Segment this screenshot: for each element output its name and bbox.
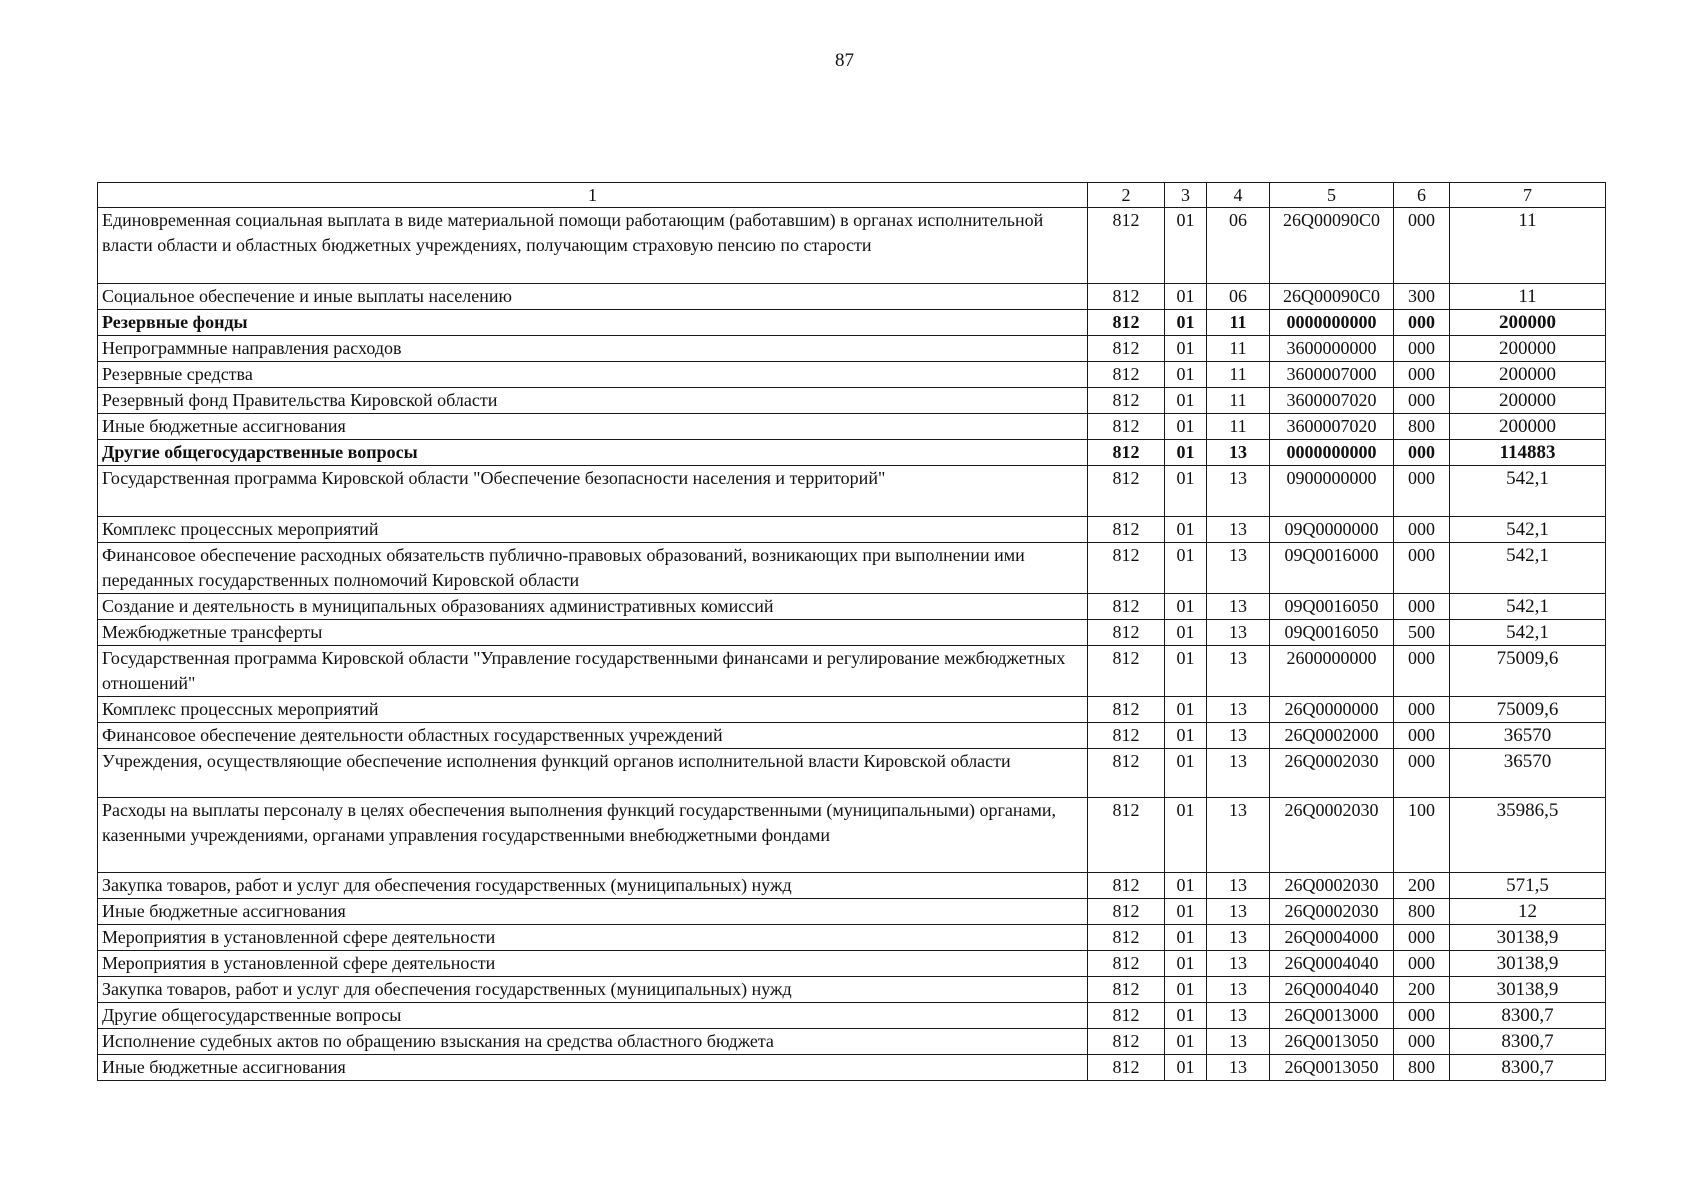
row-amount: 30138,9 xyxy=(1450,951,1606,977)
row-code-3: 01 xyxy=(1165,697,1207,723)
table-row xyxy=(98,310,1606,336)
row-code-5: 26Q0004000 xyxy=(1270,925,1394,951)
column-header-4: 4 xyxy=(1207,183,1270,208)
row-amount: 542,1 xyxy=(1450,543,1606,594)
page-number: 87 xyxy=(835,50,854,71)
row-code-4: 13 xyxy=(1207,620,1270,646)
row-code-4: 11 xyxy=(1207,362,1270,388)
row-code-3: 01 xyxy=(1165,1029,1207,1055)
row-code-5: 26Q0002000 xyxy=(1270,723,1394,749)
table-row xyxy=(98,646,1606,697)
row-code-2: 812 xyxy=(1088,749,1165,798)
row-code-2: 812 xyxy=(1088,697,1165,723)
row-code-5: 3600007000 xyxy=(1270,362,1394,388)
row-amount: 200000 xyxy=(1450,362,1606,388)
table-row xyxy=(98,336,1606,362)
row-amount: 12 xyxy=(1450,899,1606,925)
row-name: Иные бюджетные ассигнования xyxy=(98,1055,1088,1081)
row-code-6: 800 xyxy=(1394,1055,1450,1081)
table-row xyxy=(98,414,1606,440)
row-amount: 11 xyxy=(1450,284,1606,310)
row-code-5: 26Q0002030 xyxy=(1270,873,1394,899)
row-code-4: 11 xyxy=(1207,414,1270,440)
row-code-4: 13 xyxy=(1207,723,1270,749)
row-name: Закупка товаров, работ и услуг для обеспечения государственных (муниципальных) нужд xyxy=(98,977,1088,1003)
row-code-5: 09Q0016050 xyxy=(1270,620,1394,646)
row-amount: 200000 xyxy=(1450,310,1606,336)
row-code-6: 800 xyxy=(1394,899,1450,925)
row-code-4: 13 xyxy=(1207,440,1270,466)
row-code-6: 200 xyxy=(1394,873,1450,899)
row-amount: 35986,5 xyxy=(1450,798,1606,873)
row-code-4: 13 xyxy=(1207,798,1270,873)
row-code-3: 01 xyxy=(1165,798,1207,873)
table-row xyxy=(98,208,1606,284)
row-code-6: 000 xyxy=(1394,336,1450,362)
row-code-2: 812 xyxy=(1088,310,1165,336)
row-amount: 75009,6 xyxy=(1450,697,1606,723)
row-code-2: 812 xyxy=(1088,517,1165,543)
table-header-row xyxy=(98,183,1606,208)
row-code-4: 11 xyxy=(1207,310,1270,336)
row-code-5: 3600000000 xyxy=(1270,336,1394,362)
row-amount: 200000 xyxy=(1450,414,1606,440)
row-code-2: 812 xyxy=(1088,336,1165,362)
row-code-4: 06 xyxy=(1207,208,1270,284)
row-code-3: 01 xyxy=(1165,388,1207,414)
row-name: Комплекс процессных мероприятий xyxy=(98,517,1088,543)
row-code-5: 3600007020 xyxy=(1270,414,1394,440)
row-code-5: 3600007020 xyxy=(1270,388,1394,414)
row-code-2: 812 xyxy=(1088,798,1165,873)
table-row xyxy=(98,362,1606,388)
row-code-6: 800 xyxy=(1394,414,1450,440)
row-code-5: 26Q0002030 xyxy=(1270,749,1394,798)
row-code-4: 13 xyxy=(1207,925,1270,951)
column-header-1: 1 xyxy=(98,183,1088,208)
table-row xyxy=(98,723,1606,749)
row-name: Финансовое обеспечение деятельности областных государственных учреждений xyxy=(98,723,1088,749)
row-code-3: 01 xyxy=(1165,362,1207,388)
row-code-4: 13 xyxy=(1207,899,1270,925)
table-row xyxy=(98,620,1606,646)
row-code-3: 01 xyxy=(1165,336,1207,362)
table-row xyxy=(98,873,1606,899)
table-row xyxy=(98,284,1606,310)
table-row xyxy=(98,594,1606,620)
row-code-6: 000 xyxy=(1394,1003,1450,1029)
row-code-6: 500 xyxy=(1394,620,1450,646)
row-code-2: 812 xyxy=(1088,723,1165,749)
row-code-3: 01 xyxy=(1165,414,1207,440)
row-amount: 200000 xyxy=(1450,336,1606,362)
row-code-6: 200 xyxy=(1394,977,1450,1003)
row-name: Резервные фонды xyxy=(98,310,1088,336)
row-amount: 542,1 xyxy=(1450,466,1606,517)
table-row xyxy=(98,440,1606,466)
row-code-2: 812 xyxy=(1088,899,1165,925)
column-header-5: 5 xyxy=(1270,183,1394,208)
row-name: Резервные средства xyxy=(98,362,1088,388)
row-code-2: 812 xyxy=(1088,1003,1165,1029)
row-code-2: 812 xyxy=(1088,543,1165,594)
row-code-2: 812 xyxy=(1088,440,1165,466)
row-code-3: 01 xyxy=(1165,620,1207,646)
row-code-6: 000 xyxy=(1394,925,1450,951)
row-code-3: 01 xyxy=(1165,723,1207,749)
column-header-6: 6 xyxy=(1394,183,1450,208)
row-code-5: 2600000000 xyxy=(1270,646,1394,697)
row-name: Единовременная социальная выплата в виде материальной помощи работающим (работавшим) в органах исполнительной власти области и областных бюджетных учреждениях, получающим страховую пенсию по старости xyxy=(98,208,1088,284)
row-amount: 75009,6 xyxy=(1450,646,1606,697)
row-code-4: 11 xyxy=(1207,388,1270,414)
row-code-6: 000 xyxy=(1394,543,1450,594)
table-row xyxy=(98,388,1606,414)
row-name: Расходы на выплаты персоналу в целях обеспечения выполнения функций государственными (муниципальными) органами, казенными учреждениями, органами управления государственными внебюджетными фондами xyxy=(98,798,1088,873)
table-row xyxy=(98,517,1606,543)
row-name: Государственная программа Кировской области "Управление государственными финансами и регулирование межбюджетных отношений" xyxy=(98,646,1088,697)
row-code-4: 11 xyxy=(1207,336,1270,362)
row-code-5: 0000000000 xyxy=(1270,310,1394,336)
row-code-3: 01 xyxy=(1165,594,1207,620)
row-name: Социальное обеспечение и иные выплаты населению xyxy=(98,284,1088,310)
row-name: Финансовое обеспечение расходных обязательств публично-правовых образований, возникающих при выполнении ими переданных государственных полномочий Кировской области xyxy=(98,543,1088,594)
column-header-2: 2 xyxy=(1088,183,1165,208)
row-name: Другие общегосударственные вопросы xyxy=(98,1003,1088,1029)
table-row xyxy=(98,1003,1606,1029)
row-code-6: 000 xyxy=(1394,951,1450,977)
table-row xyxy=(98,1055,1606,1081)
row-code-2: 812 xyxy=(1088,1055,1165,1081)
table-row xyxy=(98,1029,1606,1055)
row-name: Мероприятия в установленной сфере деятельности xyxy=(98,925,1088,951)
row-code-2: 812 xyxy=(1088,925,1165,951)
row-amount: 36570 xyxy=(1450,749,1606,798)
row-code-3: 01 xyxy=(1165,899,1207,925)
row-amount: 8300,7 xyxy=(1450,1029,1606,1055)
row-code-3: 01 xyxy=(1165,749,1207,798)
row-code-4: 13 xyxy=(1207,646,1270,697)
row-name: Иные бюджетные ассигнования xyxy=(98,899,1088,925)
row-code-3: 01 xyxy=(1165,440,1207,466)
row-code-6: 000 xyxy=(1394,697,1450,723)
row-code-4: 13 xyxy=(1207,543,1270,594)
row-code-5: 26Q0002030 xyxy=(1270,798,1394,873)
row-code-4: 06 xyxy=(1207,284,1270,310)
row-code-3: 01 xyxy=(1165,543,1207,594)
row-name: Иные бюджетные ассигнования xyxy=(98,414,1088,440)
row-code-5: 0000000000 xyxy=(1270,440,1394,466)
row-code-6: 000 xyxy=(1394,362,1450,388)
row-code-4: 13 xyxy=(1207,466,1270,517)
row-code-2: 812 xyxy=(1088,362,1165,388)
table-row xyxy=(98,466,1606,517)
row-code-3: 01 xyxy=(1165,951,1207,977)
row-code-3: 01 xyxy=(1165,925,1207,951)
row-code-3: 01 xyxy=(1165,517,1207,543)
row-name: Резервный фонд Правительства Кировской области xyxy=(98,388,1088,414)
table-row xyxy=(98,543,1606,594)
row-code-5: 26Q0000000 xyxy=(1270,697,1394,723)
row-code-5: 26Q0013050 xyxy=(1270,1055,1394,1081)
row-code-4: 13 xyxy=(1207,517,1270,543)
row-code-3: 01 xyxy=(1165,1055,1207,1081)
row-code-6: 000 xyxy=(1394,208,1450,284)
row-code-4: 13 xyxy=(1207,873,1270,899)
row-code-2: 812 xyxy=(1088,414,1165,440)
row-name: Учреждения, осуществляющие обеспечение исполнения функций органов исполнительной власти Кировской области xyxy=(98,749,1088,798)
row-amount: 571,5 xyxy=(1450,873,1606,899)
table-row xyxy=(98,899,1606,925)
row-code-5: 09Q0016000 xyxy=(1270,543,1394,594)
table-row xyxy=(98,798,1606,873)
row-code-5: 26Q0004040 xyxy=(1270,951,1394,977)
table-row xyxy=(98,925,1606,951)
row-code-5: 09Q0000000 xyxy=(1270,517,1394,543)
row-code-4: 13 xyxy=(1207,977,1270,1003)
row-code-2: 812 xyxy=(1088,977,1165,1003)
row-code-6: 000 xyxy=(1394,466,1450,517)
row-amount: 8300,7 xyxy=(1450,1003,1606,1029)
row-code-4: 13 xyxy=(1207,951,1270,977)
row-amount: 11 xyxy=(1450,208,1606,284)
row-code-6: 000 xyxy=(1394,310,1450,336)
row-code-3: 01 xyxy=(1165,977,1207,1003)
row-amount: 200000 xyxy=(1450,388,1606,414)
row-name: Межбюджетные трансферты xyxy=(98,620,1088,646)
row-amount: 30138,9 xyxy=(1450,977,1606,1003)
row-code-5: 26Q0013000 xyxy=(1270,1003,1394,1029)
row-code-5: 26Q0013050 xyxy=(1270,1029,1394,1055)
row-code-2: 812 xyxy=(1088,951,1165,977)
table-row xyxy=(98,951,1606,977)
row-code-6: 000 xyxy=(1394,646,1450,697)
row-code-4: 13 xyxy=(1207,1029,1270,1055)
row-code-4: 13 xyxy=(1207,594,1270,620)
row-code-2: 812 xyxy=(1088,594,1165,620)
row-code-2: 812 xyxy=(1088,873,1165,899)
row-amount: 542,1 xyxy=(1450,594,1606,620)
row-name: Создание и деятельность в муниципальных образованиях административных комиссий xyxy=(98,594,1088,620)
row-code-6: 000 xyxy=(1394,440,1450,466)
row-code-6: 000 xyxy=(1394,1029,1450,1055)
row-code-3: 01 xyxy=(1165,310,1207,336)
table-row xyxy=(98,977,1606,1003)
row-code-5: 26Q0002030 xyxy=(1270,899,1394,925)
row-code-6: 000 xyxy=(1394,749,1450,798)
row-code-3: 01 xyxy=(1165,646,1207,697)
row-code-5: 26Q00090C0 xyxy=(1270,284,1394,310)
row-code-4: 13 xyxy=(1207,697,1270,723)
row-code-5: 26Q00090C0 xyxy=(1270,208,1394,284)
row-amount: 36570 xyxy=(1450,723,1606,749)
row-name: Другие общегосударственные вопросы xyxy=(98,440,1088,466)
row-code-5: 26Q0004040 xyxy=(1270,977,1394,1003)
row-code-5: 0900000000 xyxy=(1270,466,1394,517)
row-code-4: 13 xyxy=(1207,1055,1270,1081)
column-header-7: 7 xyxy=(1450,183,1606,208)
row-amount: 542,1 xyxy=(1450,517,1606,543)
row-code-6: 000 xyxy=(1394,594,1450,620)
row-amount: 542,1 xyxy=(1450,620,1606,646)
table-row xyxy=(98,697,1606,723)
row-code-2: 812 xyxy=(1088,646,1165,697)
column-header-3: 3 xyxy=(1165,183,1207,208)
row-code-2: 812 xyxy=(1088,466,1165,517)
table-row xyxy=(98,749,1606,798)
row-code-6: 100 xyxy=(1394,798,1450,873)
row-code-2: 812 xyxy=(1088,388,1165,414)
budget-table xyxy=(97,182,1606,1081)
row-code-2: 812 xyxy=(1088,284,1165,310)
row-amount: 8300,7 xyxy=(1450,1055,1606,1081)
row-code-3: 01 xyxy=(1165,284,1207,310)
row-name: Мероприятия в установленной сфере деятельности xyxy=(98,951,1088,977)
row-code-4: 13 xyxy=(1207,1003,1270,1029)
row-name: Государственная программа Кировской области "Обеспечение безопасности населения и территорий" xyxy=(98,466,1088,517)
row-code-3: 01 xyxy=(1165,466,1207,517)
row-code-6: 300 xyxy=(1394,284,1450,310)
row-code-2: 812 xyxy=(1088,620,1165,646)
row-code-5: 09Q0016050 xyxy=(1270,594,1394,620)
row-code-3: 01 xyxy=(1165,873,1207,899)
row-name: Непрограммные направления расходов xyxy=(98,336,1088,362)
row-code-2: 812 xyxy=(1088,1029,1165,1055)
row-name: Комплекс процессных мероприятий xyxy=(98,697,1088,723)
row-code-2: 812 xyxy=(1088,208,1165,284)
row-code-6: 000 xyxy=(1394,723,1450,749)
row-code-3: 01 xyxy=(1165,1003,1207,1029)
row-name: Исполнение судебных актов по обращению взыскания на средства областного бюджета xyxy=(98,1029,1088,1055)
row-name: Закупка товаров, работ и услуг для обеспечения государственных (муниципальных) нужд xyxy=(98,873,1088,899)
row-amount: 30138,9 xyxy=(1450,925,1606,951)
row-amount: 114883 xyxy=(1450,440,1606,466)
row-code-6: 000 xyxy=(1394,388,1450,414)
row-code-6: 000 xyxy=(1394,517,1450,543)
row-code-3: 01 xyxy=(1165,208,1207,284)
row-code-4: 13 xyxy=(1207,749,1270,798)
